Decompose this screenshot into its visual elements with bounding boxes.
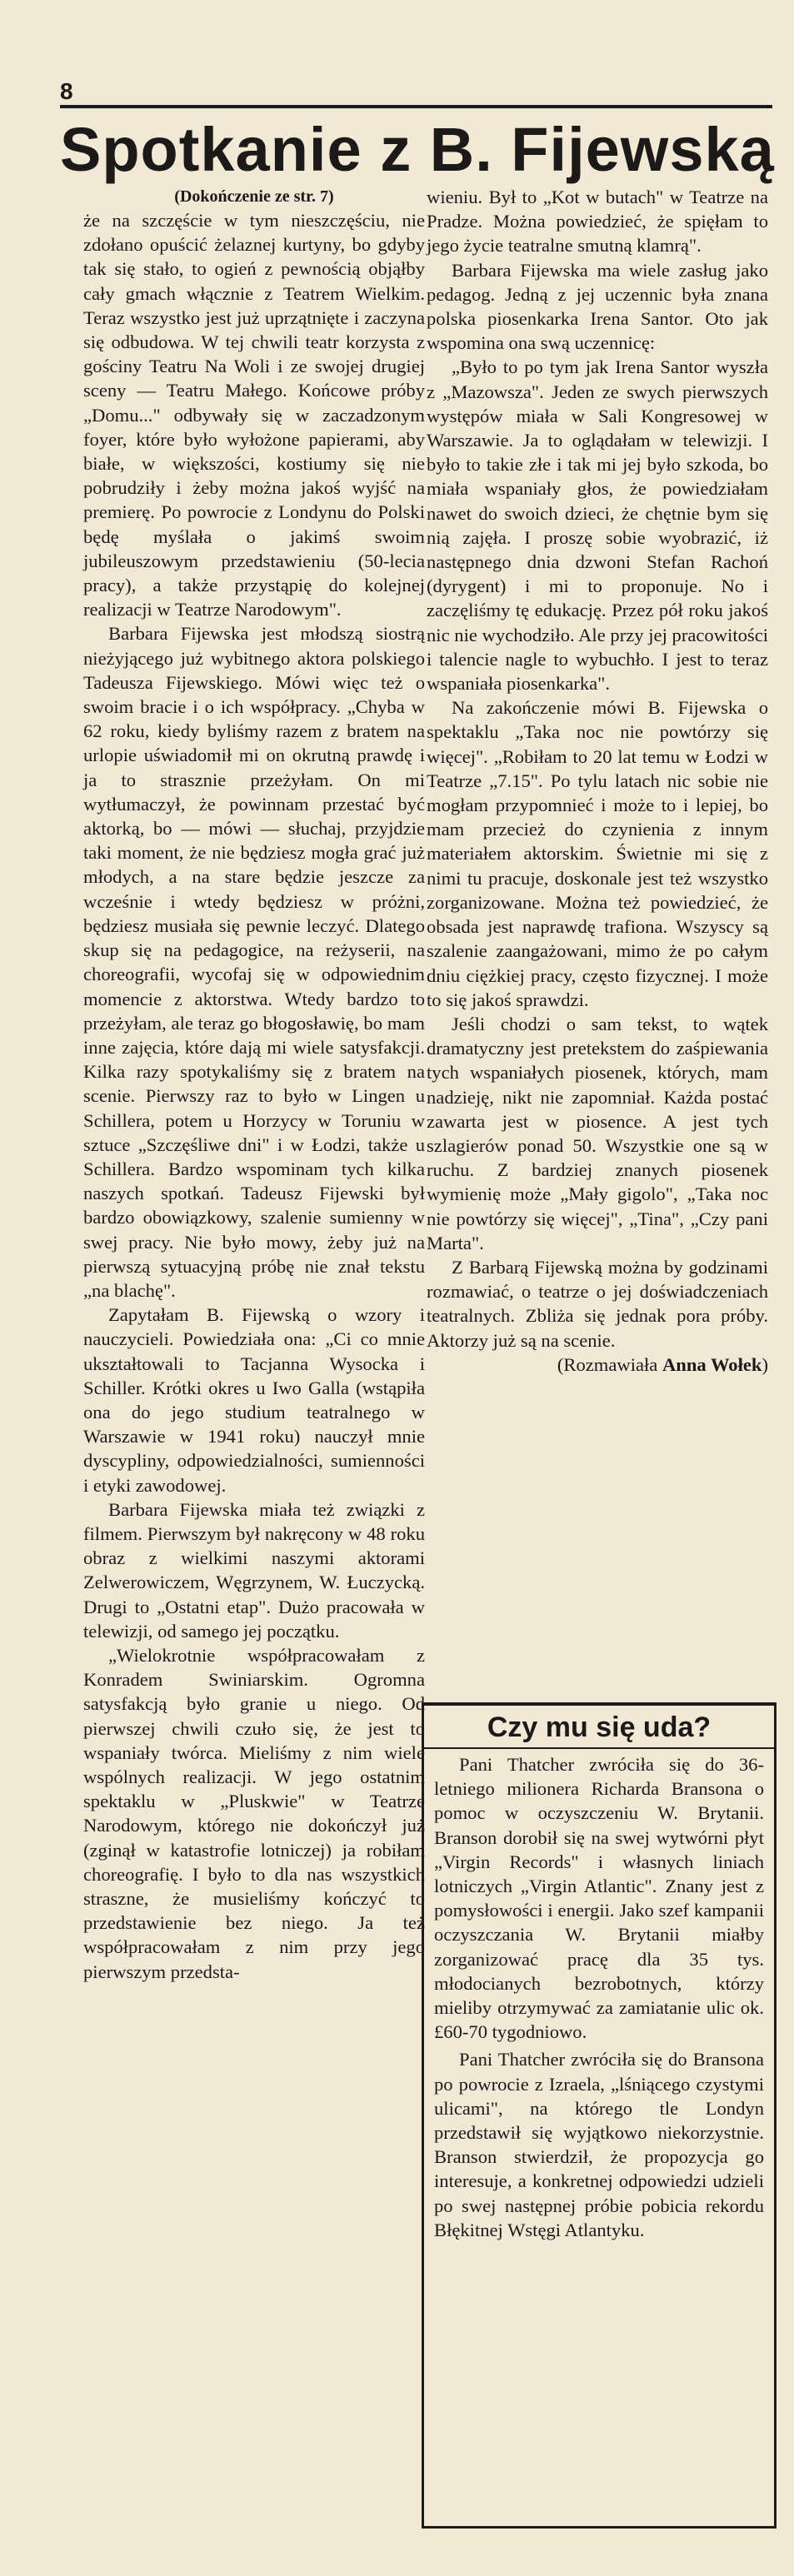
article-headline: Spotkanie z B. Fijewską	[60, 115, 775, 184]
article-paragraph: Barbara Fijewska miała też związki z filmem. Pierwszym był nakręcony w 48 roku obraz z wielkimi naszymi aktorami Zelwerowiczem, Węgrzynem, W. Łuczycką. Drugi to „Ostatni etap". Dużo pracowała w telewizji, od samego jej początku.	[83, 1498, 425, 1642]
byline	[427, 1353, 768, 1377]
sidebar-paragraph: Pani Thatcher zwróciła się do Bransona po powrocie z Izraela, „lśniącego czystymi ulicami", na którego tle Londyn przedstawił się wyjątkowo niekorzystnie. Branson stwierdził, że propozycja go interesuje, a konkretnej odpowiedzi udzieli po swej następnej próbie pobicia rekordu Błękitnej Wstęgi Atlantyku.	[434, 2049, 764, 2240]
article-paragraph: Barbara Fijewska jest młodszą siostrą nieżyjącego już wybitnego aktora polskiego Tadeusza Fijewskiego. Mówi więc też o swoim bracie i o ich współpracy. „Chyba w 62 roku, kiedy byliśmy razem z bratem na urlopie uświadomił mi on okrutną prawdę i ja to strasznie przeżyłam. On mi wytłumaczył, że powinnam przestać być aktorką, bo — mówi — słuchaj, przyjdzie taki moment, że nie będziesz mogła grać już młodych, a na stare będzie jeszcze za wcześnie i wtedy będziesz w próżni, będziesz musiała się pewnie leczyć. Dlatego skup się na pedagogice, na reżyserii, na choreografii, wycofaj się w odpowiednim momencie z aktorstwa. Wtedy bardzo to przeżyłam, ale teraz go błogosławię, bo mam inne zajęcia, które dają mi wiele satysfakcji. Kilka razy spotykaliśmy się z bratem na scenie. Pierwszy raz to było w Lingen u Schillera, potem u Horzycy w Toruniu w sztuce „Szczęśliwe dni" i w Łodzi, także u Schillera. Bardzo wspominam tych kilka naszych spotkań. Tadeusz Fijewski był bardzo obowiązkowy, szalenie sumienny w swej pracy. Nie było mowy, żeby już na pierwszą sytuacyjną próbę nie znał tekstu „na blachę".	[83, 623, 425, 1301]
article-left-column	[83, 185, 425, 1984]
article-paragraph: Z Barbarą Fijewską można by godzinami rozmawiać, o teatrze o jej doświadczeniach teatralnych. Zbliża się jednak pora próby. Aktorzy już są na scenie.	[427, 1256, 768, 1351]
sidebar-body	[434, 1752, 764, 2242]
sidebar-box	[422, 1702, 777, 2529]
article-paragraph: Na zakończenie mówi B. Fijewska o spektaklu „Taka noc nie powtórzy się więcej". „Robiłam to 20 lat temu w Łodzi w Teatrze „7.15". Po tylu latach nic sobie nie mogłam przypomnieć i może to i lepiej, bo mam przecież do czynienia z innym materiałem aktorskim. Świetnie mi się z nimi tu pracuje, doskonale jest też wszystko zorganizowane. Można też powiedzieć, że obsada jest naprawdę trafiona. Wszyscy są szalenie zaangażowani, mimo że po całym dniu ciężkiej pracy, często fizycznej. I może to się jakoś sprawdzi.	[427, 697, 768, 1010]
byline-prefix: (Rozmawiała	[557, 1353, 662, 1375]
article-paragraph: wieniu. Był to „Kot w butach" w Teatrze na Pradze. Można powiedzieć, że spięłam to jego życie teatralne smutną klamrą".	[427, 187, 768, 257]
article-paragraph: „Wielokrotnie współpracowałam z Konradem Swiniarskim. Ogromna satysfakcją było granie u niego. Od pierwszej chwili czuło się, że jest to wspaniały twórca. Mieliśmy z nim wiele wspólnych realizacji. W jego ostatnim spektaklu w „Pluskwie" w Teatrze Narodowym, którego nie dokończył już (zginął w katastrofie lotniczej) ja robiłam choreografię. I było to dla nas wszystkich straszne, że musieliśmy kończyć to przedstawienie bez niego. Ja też współpracowałam z nim przy jego pierwszym przedsta-	[83, 1644, 425, 1982]
article-paragraph: Jeśli chodzi o sam tekst, to wątek dramatyczny jest pretekstem do zaśpiewania tych wspaniałych piosenek, których, mam nadzieję, nikt nie zapomniał. Każda postać zawarta jest w piosence. A jest tych szlagierów ponad 50. Wszystkie one są w ruchu. Z bardziej znanych piosenek wymienię może „Mały gigolo", „Taka noc nie powtórzy się więcej", „Tina", „Czy pani Marta".	[427, 1013, 768, 1253]
article-paragraph: że na szczęście w tym nieszczęściu, nie zdołano opuścić żelaznej kurtyny, bo gdyby tak się stało, to ogień z pewnością objąłby cały gmach włącznie z Teatrem Wielkim. Teraz wszystko jest już uprzątnięte i zaczyna się odbudowa. W tej chwili teatr korzysta z gościny Teatru Na Woli i ze swojej drugiej sceny — Teatru Małego. Końcowe próby „Domu..." odbywały się w zaczadzonym foyer, które było wyłożone papierami, aby białe, w większości, kostiumy się nie pobrudziły i żeby można jakoś wyjść na premierę. Po powrocie z Londynu do Polski będę myślała o jakimś swoim jubileuszowym przedstawieniu (50-lecia pracy), a także przystąpię do kolejnej realizacji w Teatrze Narodowym".	[83, 210, 425, 620]
byline-suffix: )	[762, 1353, 768, 1375]
sidebar-title: Czy mu się uda?	[424, 1706, 774, 1749]
article-paragraph: „Było to po tym jak Irena Santor wyszła z „Mazowsza". Jeden ze swych pierwszych występów miała w Sali Kongresowej w Warszawie. Ja to oglądałam w telewizji. I było to takie złe i tak mi jej było szkoda, bo miała wspaniały głos, że powiedziałam nawet do swoich dzieci, że chętnie bym się nią zajęła. I proszę sobie wyobrazić, iż następnego dnia dzwoni Stefan Rachoń (dyrygent) i mi to proponuje. No i zaczęliśmy tę edukację. Przez pół roku jakoś nic nie wychodziło. Ale przy jej pracowitości i talencie nagle to wybuchło. I jest to teraz wspaniała piosenkarka".	[427, 356, 768, 695]
article-paragraph: Barbara Fijewska ma wiele zasług jako pedagog. Jedną z jej uczennic była znana polska piosenkarka Irena Santor. Oto jak wspomina ona swą uczennicę:	[427, 259, 768, 354]
article-right-column	[427, 185, 768, 1377]
sidebar-paragraph: Pani Thatcher zwróciła się do 36-letniego milionera Richarda Bransona o pomoc w oczyszczeniu W. Brytanii. Branson dorobił się na swej wytwórni płyt „Virgin Records" i własnych liniach lotniczych „Virgin Atlantic". Znany jest z pomysłowości i energii. Jako szef kampanii oczyszczania W. Brytanii miałby zorganizować pracę dla 35 tys. młodocianych bezrobotnych, którzy mieliby otrzymywać za zamiatanie ulic ok. £60-70 tygodniowo.	[434, 1754, 764, 2043]
continuation-note: (Dokończenie ze str. 7)	[174, 187, 334, 206]
article-paragraph: Zapytałam B. Fijewską o wzory i nauczycieli. Powiedziała ona: „Ci co mnie ukształtowali to Tacjanna Wysocka i Schiller. Krótki okres u Iwo Galla (wstąpiła ona do jego studium teatralnego w Warszawie w 1941 roku) nauczył mnie dyscypliny, odpowiedzialności, sumienności i etyki zawodowej.	[83, 1304, 425, 1496]
byline-author: Anna Wołek	[662, 1353, 762, 1375]
page-number: 8	[60, 78, 73, 104]
header-rule	[60, 105, 772, 108]
